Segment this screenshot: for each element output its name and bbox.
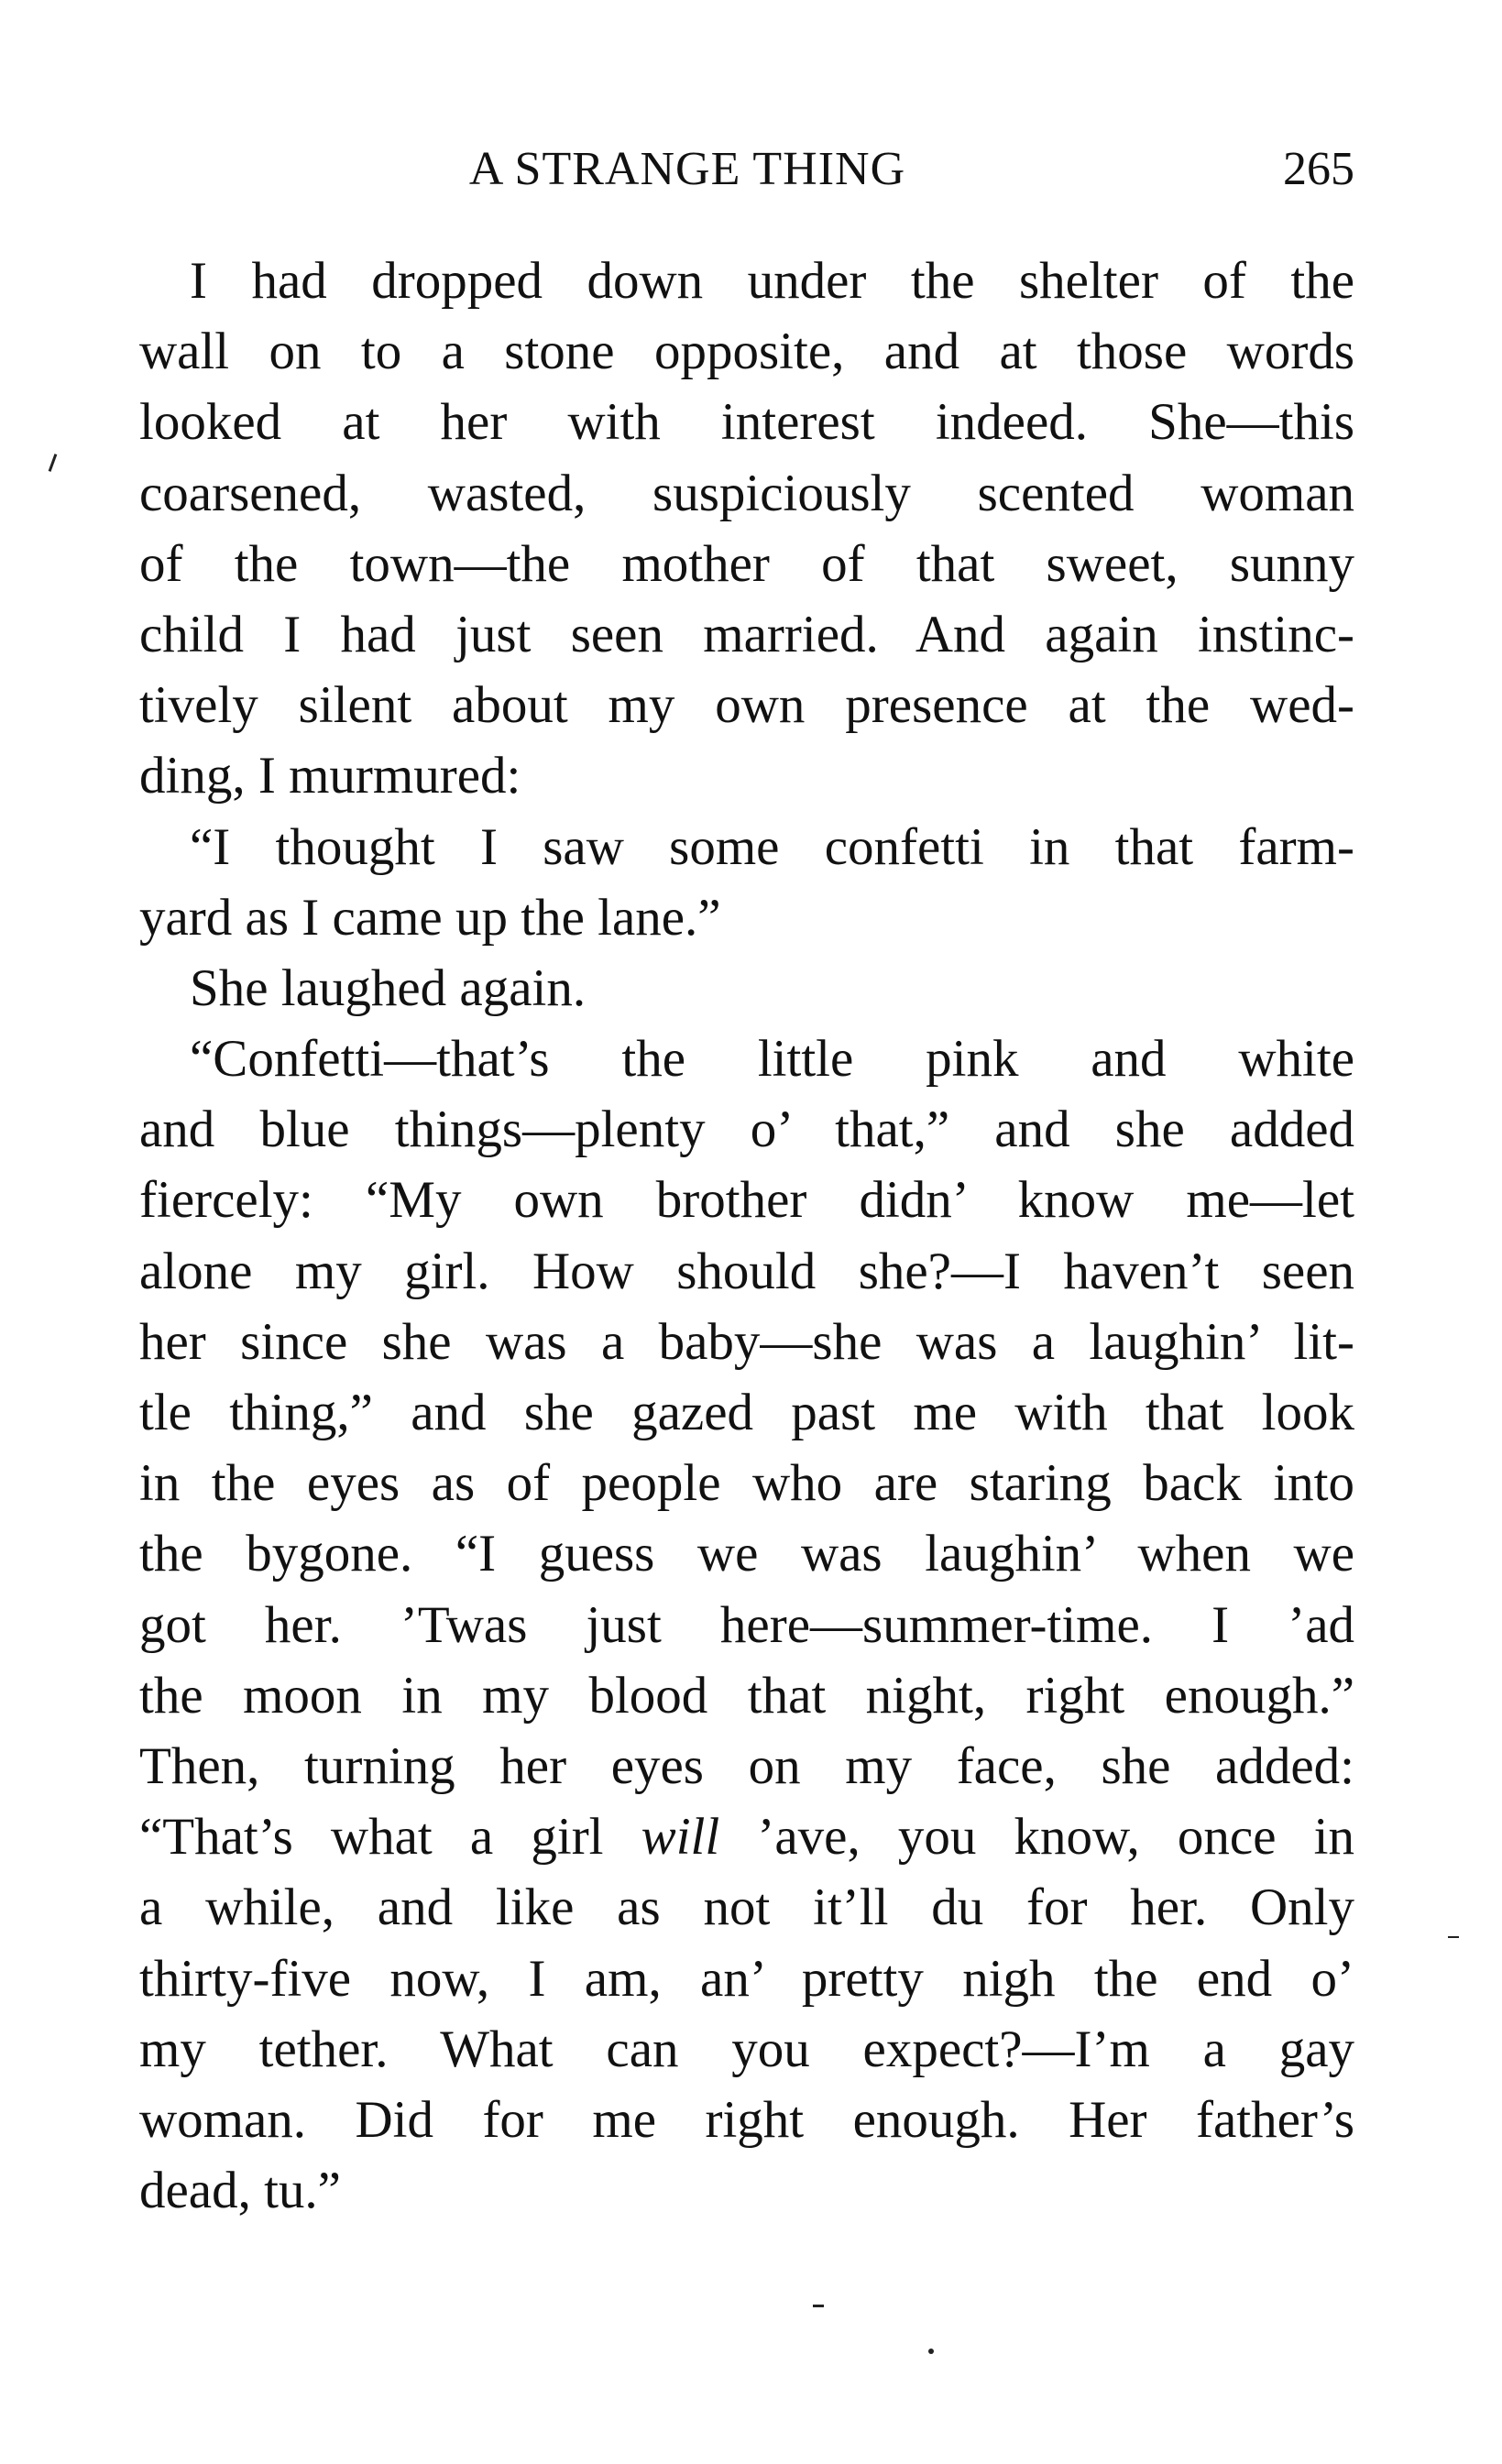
text-line: wall on to a stone opposite, and at those words [139, 323, 1354, 381]
text-line: my tether. What can you expect?—I’m a gay [139, 2020, 1354, 2078]
text-line: ding, I murmured: [139, 747, 521, 805]
emphasized-word: will [641, 1808, 720, 1867]
text-line: fiercely: “My own brother didn’ know me—let [139, 1171, 1354, 1230]
text-line: tle thing,” and she gazed past me with that look [139, 1384, 1354, 1441]
text-line: child I had just seen married. And again instinc- [139, 605, 1354, 663]
margin-mark [1448, 1936, 1459, 1938]
text-line: Then, turning her eyes on my face, she added: [139, 1736, 1354, 1795]
text-line: “I thought I saw some confetti in that farm- [190, 817, 1354, 876]
text-segment: “That’s what a girl [139, 1808, 641, 1867]
text-line: thirty-five now, I am, an’ pretty nigh the end o’ [139, 1949, 1354, 2008]
page-number: 265 [1283, 143, 1354, 195]
text-line [139, 1801, 1354, 1872]
running-head [139, 137, 1354, 202]
text-line: woman. Did for me right enough. Her father’s [139, 2090, 1354, 2149]
text-line: the bygone. “I guess we was laughin’ when we [139, 1525, 1354, 1583]
text-segment: ’ave, you know, once in [719, 1808, 1354, 1867]
text-line: She laughed again. [190, 958, 587, 1017]
page-speck [813, 2305, 824, 2307]
text-line: her since she was a baby—she was a laughin’ lit- [139, 1312, 1354, 1371]
text-line: yard as I came up the lane.” [139, 888, 721, 947]
text-line: and blue things—plenty o’ that,” and she added [139, 1101, 1354, 1159]
page-speck [928, 2349, 934, 2354]
text-line: dead, tu.” [139, 2162, 341, 2220]
text-line: I had dropped down under the shelter of the [190, 252, 1354, 310]
text-line: of the town—the mother of that sweet, sunny [139, 534, 1354, 593]
text-line: in the eyes as of people who are staring back into [139, 1454, 1354, 1513]
text-line: coarsened, wasted, suspiciously scented woman [139, 464, 1354, 522]
text-line: looked at her with interest indeed. She—this [139, 393, 1354, 452]
text-line: tively silent about my own presence at the wed- [139, 676, 1354, 735]
chapter-title: A STRANGE THING [468, 143, 906, 195]
text-line: alone my girl. How should she?—I haven’t seen [139, 1242, 1354, 1300]
body-text [139, 246, 1354, 2226]
text-line: “Confetti—that’s the little pink and white [190, 1030, 1354, 1089]
text-line: got her. ’Twas just here—summer-time. I ’ad [139, 1595, 1354, 1654]
text-line: the moon in my blood that night, right enough.” [139, 1666, 1354, 1725]
margin-mark [49, 454, 58, 472]
text-line: a while, and like as not it’ll du for her. Only [139, 1878, 1354, 1937]
